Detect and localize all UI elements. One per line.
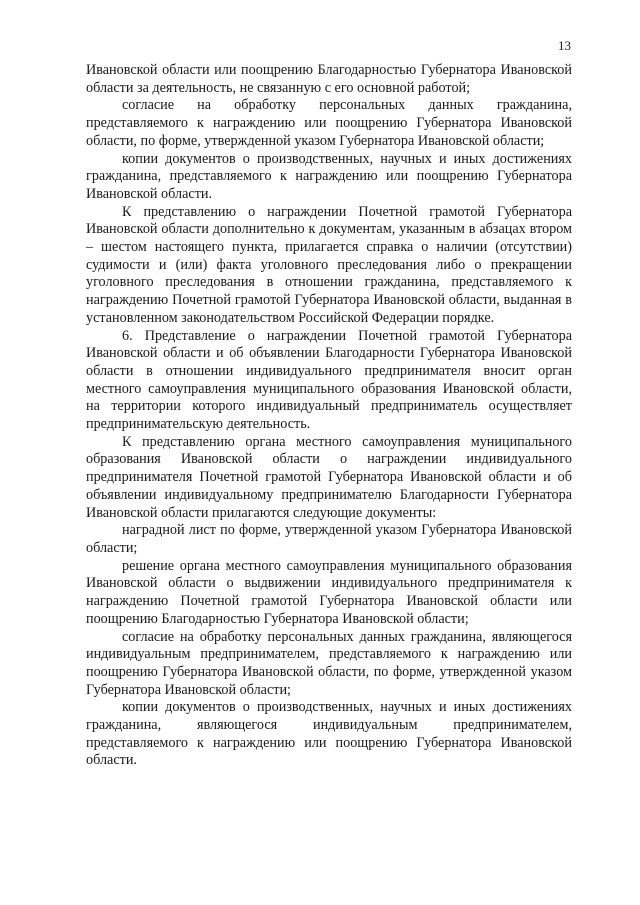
- page-number: 13: [558, 38, 571, 53]
- paragraph-documents-intro: К представлению органа местного самоуправления муниципального образования Ивановской области о награждении индивидуального предпринимателя Почетной грамотой Губернатора Ивановской области и об объявлении индивидуальному предпринимателю Благодарности Губернатора Ивановской области прилагаются следующие документы:: [86, 433, 572, 521]
- paragraph-award-sheet: наградной лист по форме, утвержденной указом Губернатора Ивановской области;: [86, 522, 572, 556]
- paragraph-continuation: Ивановской области или поощрению Благодарностью Губернатора Ивановской области за деятельность, не связанную с его основной работой;: [86, 62, 572, 96]
- paragraph-entrepreneur-achievements: копии документов о производственных, научных и иных достижениях гражданина, являющегося индивидуальным предпринимателем, представляемого к награждению или поощрению Губернатора Ивановской области.: [86, 699, 572, 769]
- paragraph-section-6: 6. Представление о награждении Почетной грамотой Губернатора Ивановской области и об объявлении Благодарности Губернатора Ивановской области в отношении индивидуального предпринимателя вносит орган местного самоуправления муниципального образования Ивановской области, на территории которого индивидуальный предприниматель осуществляет предпринимательскую деятельность.: [86, 327, 572, 433]
- body-text: [86, 62, 572, 770]
- paragraph-consent: согласие на обработку персональных данных гражданина, представляемого к награждению или поощрению Губернатора Ивановской области, по форме, утвержденной указом Губернатора Ивановской области;: [86, 97, 572, 149]
- paragraph-achievement-copies: копии документов о производственных, научных и иных достижениях гражданина, представляемого к награждению или поощрению Губернатора Ивановской области.: [86, 150, 572, 202]
- paragraph-criminal-record: К представлению о награждении Почетной грамотой Губернатора Ивановской области дополнительно к документам, указанным в абзацах втором – шестом настоящего пункта, прилагается справка о наличии (отсутствии) судимости и (или) факта уголовного преследования либо о прекращении уголовного преследования в отношении гражданина, представляемого к награждению Почетной грамотой Губернатора Ивановской области, выданная в установленном законодательством Российской Федерации порядке.: [86, 203, 572, 326]
- paragraph-decision: решение органа местного самоуправления муниципального образования Ивановской области о выдвижении индивидуального предпринимателя к награждению Почетной грамотой Губернатора Ивановской области или поощрению Благодарностью Губернатора Ивановской области;: [86, 557, 572, 627]
- paragraph-entrepreneur-consent: согласие на обработку персональных данных гражданина, являющегося индивидуальным предпринимателем, представляемого к награждению или поощрению Губернатора Ивановской области, по форме, утвержденной указом Губернатора Ивановской области;: [86, 628, 572, 698]
